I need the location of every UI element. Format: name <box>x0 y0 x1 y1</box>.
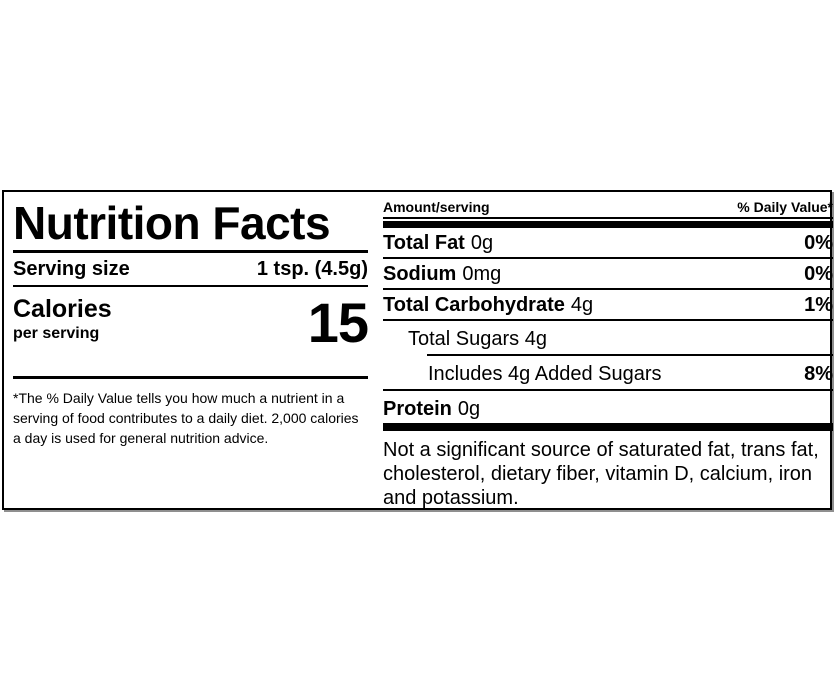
nutrient-name: Total Carbohydrate <box>383 294 565 316</box>
nutrient-label <box>383 231 493 255</box>
daily-value-header: % Daily Value* <box>737 199 833 215</box>
row-protein <box>383 391 833 421</box>
row-sodium <box>383 259 833 290</box>
serving-size-label: Serving size <box>13 257 130 280</box>
calories-sublabel: per serving <box>13 325 100 342</box>
nutrient-amount: 0mg <box>462 263 502 285</box>
nutrient-name: Protein <box>383 398 452 420</box>
nutrient-name: Total Sugars 4g <box>408 328 547 350</box>
row-added-sugars <box>383 356 833 391</box>
divider <box>13 285 368 288</box>
nutrition-facts-title: Nutrition Facts <box>13 197 331 249</box>
nutrient-label <box>383 397 480 421</box>
nutrient-amount: 0g <box>470 232 494 254</box>
nutrient-amount: 4g <box>570 294 594 316</box>
divider <box>13 250 368 253</box>
table-header-row <box>383 200 833 219</box>
calories-value: 15 <box>307 291 368 354</box>
nutrient-name: Total Fat <box>383 232 465 254</box>
thick-divider-bar <box>383 221 833 228</box>
serving-size-value: 1 tsp. (4.5g) <box>256 257 368 280</box>
divider <box>13 376 368 379</box>
daily-value-footnote: *The % Daily Value tells you how much a nutrient in a serving of food contributes to a daily diet. 2,000 calories a day is used for general nutrition advice. <box>13 390 359 446</box>
nutrient-daily-value: 1% <box>804 294 833 316</box>
nutrient-label <box>428 362 662 386</box>
nutrient-label <box>383 262 501 286</box>
nutrition-facts-label <box>2 190 832 510</box>
not-significant-source-text: Not a significant source of saturated fat, trans fat, cholesterol, dietary fiber, vitamin D, calcium, iron and potassium. <box>383 439 819 509</box>
nutrient-daily-value: 8% <box>804 363 833 385</box>
serving-size-row <box>13 257 368 281</box>
calories-label: Calories <box>13 295 112 323</box>
label-left-column <box>4 192 368 508</box>
label-right-column <box>383 192 833 508</box>
nutrient-label <box>383 293 593 317</box>
nutrient-daily-value: 0% <box>804 263 833 285</box>
nutrient-label <box>408 327 547 351</box>
row-total-sugars <box>383 321 833 354</box>
nutrient-name: Includes 4g Added Sugars <box>428 363 662 385</box>
thick-divider-bar <box>383 423 833 431</box>
nutrient-daily-value: 0% <box>804 232 833 254</box>
nutrient-name: Sodium <box>383 263 457 285</box>
row-total-fat <box>383 228 833 259</box>
amount-serving-header: Amount/serving <box>383 199 490 215</box>
calories-label-block <box>13 296 112 348</box>
row-total-carbohydrate <box>383 290 833 321</box>
nutrient-amount: 0g <box>457 398 481 420</box>
calories-row <box>13 291 368 354</box>
